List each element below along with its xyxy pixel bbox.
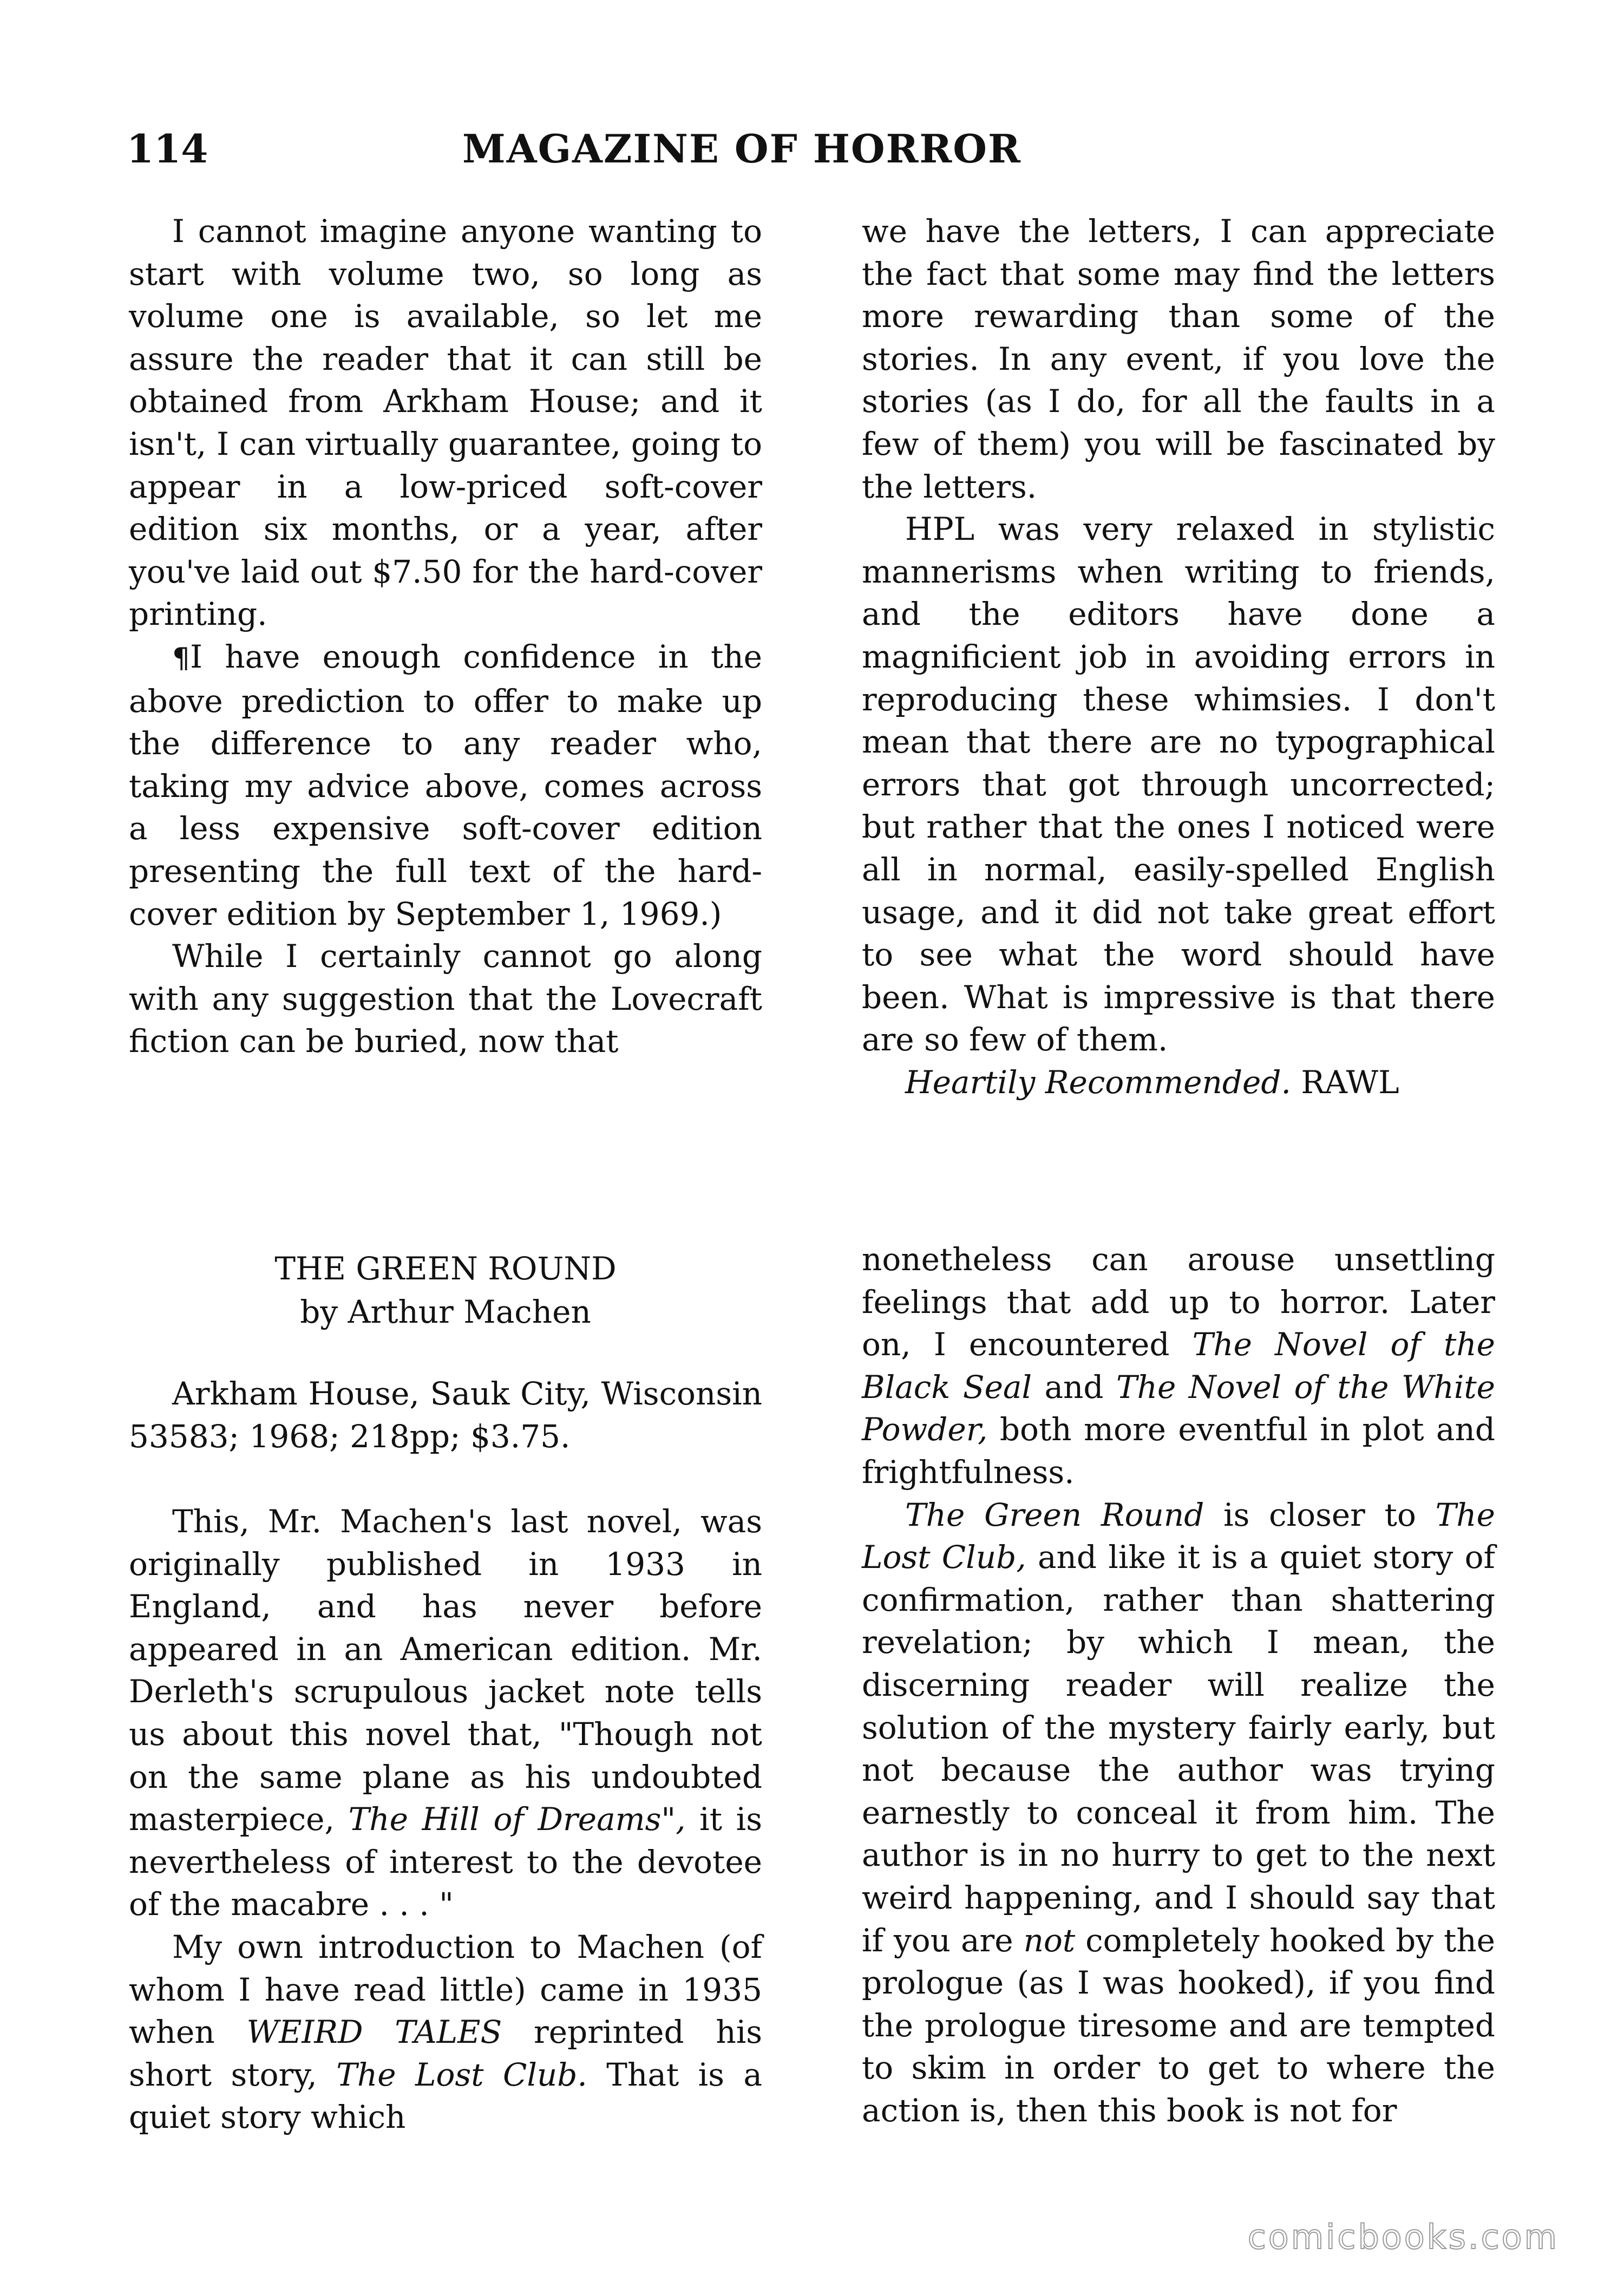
review-verdict xyxy=(862,1061,1495,1104)
work-title: The Hill of Dreams", xyxy=(348,1801,686,1838)
publisher-line: Arkham House, Sauk City, Wisconsin 53583; 1968; 218pp; $3.75. xyxy=(129,1375,762,1455)
text-run: it is nevertheless of interest to the devotee of the macabre . . . " xyxy=(129,1801,762,1923)
paragraph xyxy=(862,1238,1495,1494)
emphasis: not xyxy=(1023,1922,1076,1959)
watermark: comicbooks.com xyxy=(1247,2217,1559,2257)
text-run: and xyxy=(1032,1368,1116,1406)
text-run: That is a quiet story which xyxy=(129,2056,762,2136)
paragraph: While I certainly cannot go along with any suggestion that the Lovecraft fiction can be buried, now that xyxy=(129,938,762,1060)
text-run: and like it is a quiet story of confirmation, rather than shattering revelation; by which I mean, the discerning reader will realize the solution of the mystery fairly early, but not because the author was trying earnestly to conceal it from him. The author is in no hurry to get to the next weird happening, and I should say that if you are xyxy=(862,1539,1495,1959)
paragraph: we have the letters, I can appreciate the fact that some may find the letters more rewarding than some of the stories. In any event, if you love the stories (as I do, for all the faults in a few of them) you will be fascinated by the letters. xyxy=(862,213,1495,505)
text-run: completely hooked by the prologue (as I was hooked), if you find the prologue tiresome and are tempted to skim in order to get to where the action is, then this book is not for xyxy=(862,1922,1495,2129)
page-header xyxy=(127,126,1512,185)
text-run: reprinted his short story, xyxy=(129,2014,763,2093)
book-title: THE GREEN ROUND xyxy=(274,1250,617,1287)
page-number: 114 xyxy=(127,126,208,172)
verdict-text: Heartily Recommended. xyxy=(905,1063,1291,1101)
text-run: nonetheless can arouse unsettling feelings that add up to horror. Later on, I encountered xyxy=(862,1241,1495,1363)
publication-info xyxy=(129,1373,762,1458)
text-run: My own introduction to Machen (of whom I have read little) came in 1935 when xyxy=(129,1928,762,2051)
text-run: both more eventful in plot and frightfulness. xyxy=(862,1411,1495,1491)
text-run: This, Mr. Machen's last novel, was originally published in 1933 in England, and has never before appeared in an American edition. Mr. Derleth's scrupulous jacket note tells us about this novel that, "Though not on the same plane as his undoubted masterpiece, xyxy=(129,1503,762,1838)
work-title: The Novel of the White Powder, xyxy=(862,1368,1495,1448)
paragraph xyxy=(129,1500,762,1926)
paragraph-text: I have enough confidence in the above prediction to offer to make up the difference to any reader who, taking my advice above, comes across a less expensive soft-cover edition presenting the full text of the hard-cover edition by September 1, 1969.) xyxy=(129,638,762,932)
work-title: The Lost Club. xyxy=(336,2056,587,2093)
paragraph: HPL was very relaxed in stylistic mannerisms when writing to friends, and the editors have done a magnificient job in avoiding errors in reproducing these whimsies. I don't mean that there are no typographical errors that got through uncorrected; but rather that the ones I noticed were all in normal, easily-spelled English usage, and it did not take great effort to see what the word should have been. What is impressive is that there are so few of them. xyxy=(862,511,1495,1058)
review2-column-left xyxy=(129,1500,762,2139)
paragraph xyxy=(129,636,762,935)
paragraph: I cannot imagine anyone wanting to start with volume two, so long as volume one is available, so let me assure the reader that it can still be obtained from Arkham House; and it isn't, I can virtually guarantee, going to appear in a low-priced soft-cover edition six months, or a year, after you've laid out $7.50 for the hard-cover printing. xyxy=(129,213,762,633)
work-title: The Lost Club, xyxy=(862,1496,1495,1576)
book-heading xyxy=(129,1247,762,1334)
paragraph xyxy=(129,1926,762,2139)
magazine-title: MAGAZINE OF HORROR xyxy=(462,126,1021,172)
text-run: is closer to xyxy=(1204,1496,1436,1533)
review1-column-right xyxy=(862,210,1495,1103)
pilcrow-mark: ¶ xyxy=(172,642,191,675)
magazine-name: WEIRD TALES xyxy=(246,2014,502,2051)
review1-column-left xyxy=(129,210,762,1063)
review2-column-right xyxy=(862,1238,1495,2132)
reviewer-signature: RAWL xyxy=(1301,1063,1399,1101)
book-author: by Arthur Machen xyxy=(300,1293,591,1330)
work-title: The Novel of the Black Seal xyxy=(862,1326,1496,1406)
paragraph xyxy=(862,1494,1495,2132)
work-title: The Green Round xyxy=(905,1496,1204,1533)
